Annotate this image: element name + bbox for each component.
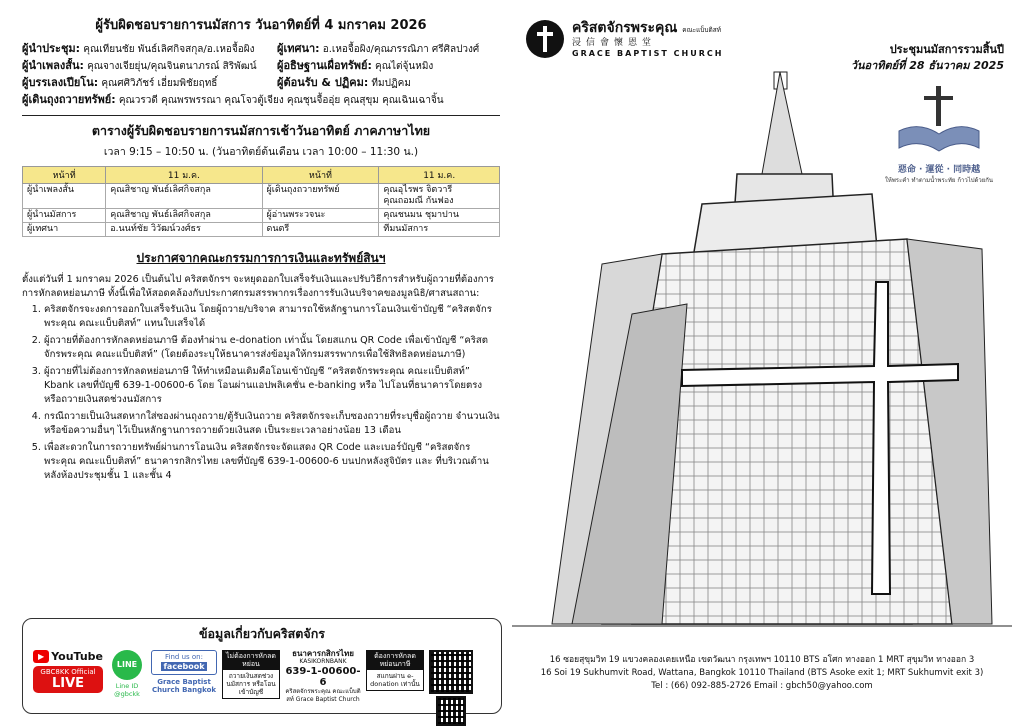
facebook-page-name: Grace Baptist Church Bangkok <box>151 678 217 694</box>
table-cell: ผู้เทศนา <box>23 223 106 237</box>
bank-name: ธนาคารกสิกรไทย <box>292 649 354 658</box>
role-label: ผู้อธิษฐานเผื่อทรัพย์: <box>277 59 372 72</box>
schedule-header-row <box>23 167 500 184</box>
no-tax-head: ไม่ต้องการหักลดหย่อน <box>222 650 280 670</box>
motto-th: ให้พระคำ ทำตามน้ำพระทัย ก้าวไปด้วยกัน <box>884 177 994 184</box>
table-row <box>23 223 500 237</box>
church-name-th: คริสตจักรพระคุณ <box>572 19 678 36</box>
motto-block <box>864 86 1014 185</box>
table-cell: คุณสิชาญ พันธ์เลิศกิจสกุล <box>106 209 262 223</box>
no-tax-body: ถวายเงินสดช่วงนมัสการ หรือโอนเข้าบัญชี <box>222 670 280 699</box>
roster-row <box>22 41 500 58</box>
role-value: คุณไต่จุ้นหมิง <box>375 61 434 72</box>
church-info-box <box>22 618 502 714</box>
role-label: ผู้เทศนา: <box>277 42 320 55</box>
announcement-body <box>22 273 500 483</box>
youtube-live: LIVE <box>51 676 85 691</box>
roster-row <box>22 92 500 109</box>
tax-body: สแกนผ่าน e-donation เท่านั้น <box>366 670 424 691</box>
no-tax-deduction-card <box>222 650 280 699</box>
divider <box>22 115 500 116</box>
table-cell: ดนตรี <box>262 223 379 237</box>
cross-logo-icon <box>526 20 564 58</box>
table-cell: ผู้อ่านพระวจนะ <box>262 209 379 223</box>
bulletin-label: ประชุมนมัสการรวมสิ้นปี <box>889 43 1004 56</box>
role-value: คุณจางเจียยุ่น/คุณจินตนาภรณ์ สิริพัฒน์ <box>87 61 257 72</box>
table-cell: ผู้เดินถุงถวายทรัพย์ <box>262 184 379 209</box>
church-name-en: GRACE BAPTIST CHURCH <box>572 48 724 58</box>
table-row <box>23 184 500 209</box>
role-value: คุณวรวดี คุณพรพรรณา คุณโจวตู้เจียง คุณชุนจื้ออุ่ย คุณสุขุม คุณเฉินเฉาจิ้น <box>118 95 444 106</box>
tax-head: ต้องการหักลดหย่อนภาษี <box>366 650 424 670</box>
tax-deduction-card <box>366 650 424 691</box>
qr-code-icon[interactable] <box>429 650 473 694</box>
bank-account-number: 639-1-00600-6 <box>285 666 361 688</box>
line-logo: LINE <box>112 650 142 680</box>
role-label: ผู้นำเพลงสั้น: <box>22 59 84 72</box>
schedule-subtitle: เวลา 9:15 – 10:50 น. (วันอาทิตย์ต้นเดือน เวลา 10:00 – 11:30 น.) <box>103 146 419 158</box>
address-footer <box>512 654 1012 693</box>
announcement-list <box>22 303 500 483</box>
list-item: 2. ผู้ถวายที่ต้องการหักลดหย่อนภาษี ต้องทำผ่าน e-donation เท่านั้น โดยสแกน QR Code เพื่อเข้าบัญชี “คริสตจักรพระคุณ คณะแบ็บติสท์” (โดยต้องระบุให้ธนาคารส่งข้อมูลให้กรมสรรพากรเพื่อใช้สิทธิลดหย่อนภาษี) <box>44 334 500 362</box>
table-cell: คุณสิชาญ พันธ์เลิศกิจสกุล <box>106 184 262 209</box>
column-header: หน้าที่ <box>262 167 379 184</box>
table-cell: คุณอุไรพร จิตวารี คุณถอมณี กันฟอง <box>379 184 500 209</box>
schedule-table <box>22 166 500 237</box>
address-en: 16 Soi 19 Sukhumvit Road, Wattana, Bangkok 10110 Thailand (BTS Asoke exit 1; MRT Sukhumvit exit 3) <box>540 668 984 678</box>
role-value: คุณศศิวิภัชร์ เอี่ยมพิชัยฤทธิ์ <box>101 78 218 89</box>
column-header: 11 ม.ค. <box>106 167 262 184</box>
announcement-intro: ตั้งแต่วันที่ 1 มกราคม 2026 เป็นต้นไป คริสตจักรฯ จะหยุดออกใบเสร็จรับเงินและปรับวิธีการสำหรับผู้ถวายที่ต้องการการหักลดหย่อนภาษี ทั้งนี้เพื่อให้สอดคล้องกับประกาศกรมสรรพากรเรื่องการรับเงินบริจาคของมูลนิธิ/ศาสนสถาน: <box>22 274 494 299</box>
account-holder: คริสตจักรพระคุณ คณะแบ็บติสท์ Grace Baptist Church <box>285 688 361 703</box>
bulletin-date: วันอาทิตย์ที่ 28 ธันวาคม 2025 <box>850 59 1004 72</box>
facebook-card[interactable] <box>151 650 217 694</box>
facebook-logo: facebook <box>163 662 205 671</box>
church-denomination: คณะแบ็บติสท์ <box>682 25 722 34</box>
info-title: ข้อมูลเกี่ยวกับคริสตจักร <box>198 626 326 641</box>
kbank-account-card <box>285 650 361 704</box>
list-item: 3. ผู้ถวายที่ไม่ต้องการหักลดหย่อนภาษี ให้ทำเหมือนเดิมคือโอนเข้าบัญชี “คริสตจักรพระคุณ คณะแบ็บติสท์” Kbank เลขที่บัญชี 639-1-00600-6 โดย โอนผ่านแอปพลิเคชั่น e-banking หรือ ไปโอนที่ธนาคารโดยตรง หรือถวายเงินสดช่วงนมัสการ <box>44 365 500 407</box>
roster-row <box>22 58 500 75</box>
facebook-find: Find us on: <box>165 653 203 661</box>
right-page <box>512 14 1012 714</box>
left-page <box>22 14 500 714</box>
church-name-cn: 浸信會懷恩堂 <box>572 37 657 48</box>
role-label: ผู้เดินถุงถวายทรัพย์: <box>22 93 116 106</box>
church-brand <box>526 20 723 58</box>
announcement-title: ประกาศจากคณะกรรมการการเงินและทรัพย์สินฯ <box>136 251 386 265</box>
roster-title: ผู้รับผิดชอบรายการนมัสการ วันอาทิตย์ที่ 4 มกราคม 2026 <box>95 18 427 33</box>
table-cell: ผู้นำเพลงสั้น <box>23 184 106 209</box>
line-caption: Line ID @gbckk <box>114 682 140 698</box>
column-header: หน้าที่ <box>23 167 106 184</box>
role-label: ผู้บรรเลงเปียโน: <box>22 76 99 89</box>
roster-row <box>22 75 500 92</box>
line-card[interactable] <box>108 650 146 698</box>
role-label: ผู้ต้อนรับ & ปฏิคม: <box>277 76 369 89</box>
role-label: ผู้นำประชุม: <box>22 42 81 55</box>
bank-name-en: KASIKORNBANK <box>299 658 347 665</box>
table-cell: อ.นนท์ชัย วิวัฒน์วงศ์ธร <box>106 223 262 237</box>
table-cell: คุณชนมน ชุมาปาน <box>379 209 500 223</box>
youtube-logo: YouTube <box>51 649 103 663</box>
youtube-card[interactable] <box>33 650 103 693</box>
motto-cn: 惡命 · 運從 · 同時越 <box>897 165 981 175</box>
open-bible-cross-icon <box>894 86 984 156</box>
list-item: 4. กรณีถวายเป็นเงินสดหากใส่ซองผ่านถุงถวาย/ตู้รับเงินถวาย คริสตจักรจะเก็บซองถวายที่ระบุชื่อผู้ถวาย จำนวนเงินหรือข้อความอื่นๆ ไว้เป็นหลักฐานการถวายด้วยเงินสด เป็นระยะเวลาอย่างน้อย 13 เดือน <box>44 410 500 438</box>
address-th: 16 ซอยสุขุมวิท 19 แขวงคลองเตยเหนือ เขตวัฒนา กรุงเทพฯ 10110 BTS อโศก ทางออก 1 MRT สุขุมวิท ทางออก 3 <box>549 655 975 665</box>
role-value: อ.เหอจื้อผิง/คุณภรรณิภา ศรีศิลปวงศ์ <box>322 44 480 55</box>
contact-info: Tel : (66) 092-885-2726 Email : gbch50@yahoo.com <box>651 681 873 691</box>
role-value: คุณเทียนชัย พันธ์เลิศกิจสกุล/อ.เหอจื้อผิง <box>83 44 255 55</box>
bulletin-header <box>851 42 1004 74</box>
list-item: 5. เพื่อสะดวกในการถวายทรัพย์ผ่านการโอนเงิน คริสตจักรจะจัดแสดง QR Code และเบอร์บัญชี “คริสตจักรพระคุณ คณะแบ็บติสท์” ธนาคารกสิกรไทย เลขที่บัญชี 639-1-00600-6 บนปกหลังสูจิบัตร และ ที่บริเวณด้านหลังห้องประชุมชั้น 1 และชั้น 4 <box>44 441 500 483</box>
table-row <box>23 209 500 223</box>
list-item: 1. คริสตจักรจะงดการออกใบเสร็จรับเงิน โดยผู้ถวาย/บริจาค สามารถใช้หลักฐานการโอนเงินเข้าบัญชี “คริสตจักรพระคุณ คณะแบ็บติสท์” แทนใบเสร็จได้ <box>44 303 500 331</box>
e-donation-qr-icon[interactable] <box>436 696 466 726</box>
youtube-play-icon: ▶ <box>33 650 49 663</box>
youtube-account: GBC8KK Official <box>40 668 96 676</box>
schedule-title: ตารางผู้รับผิดชอบรายการนมัสการเช้าวันอาทิตย์ ภาคภาษาไทย <box>91 123 431 138</box>
role-value: ทีมปฏิคม <box>371 78 411 89</box>
table-cell: ผู้นำนมัสการ <box>23 209 106 223</box>
column-header: 11 ม.ค. <box>379 167 500 184</box>
table-cell: ทีมนมัสการ <box>379 223 500 237</box>
